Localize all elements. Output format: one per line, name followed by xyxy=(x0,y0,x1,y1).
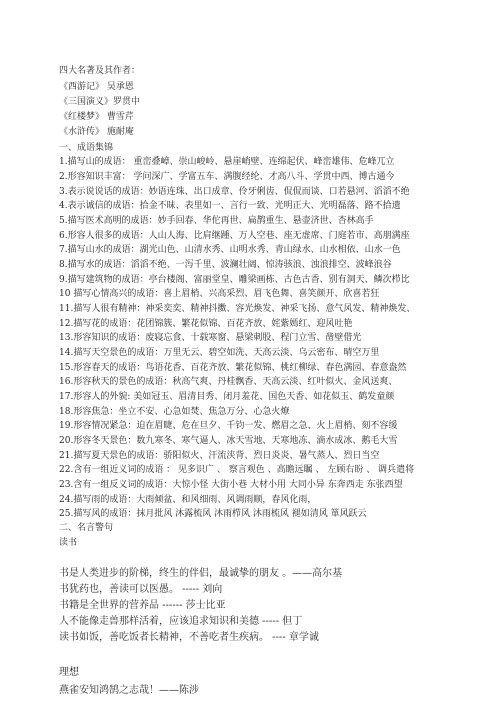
idiom-line: 12.描写花的成语：花团锦簇、繁花似锦、百花齐放、姹紫嫣红、迎风吐艳 xyxy=(59,319,353,329)
authors-heading: 四大名著及其作者： xyxy=(59,66,141,76)
idiom-line: 8.描写水的成语：滔滔不绝、一泻千里、波澜壮阔、惊涛骇浪、浊浪排空、波峰浪谷 xyxy=(59,260,392,270)
idiom-line: 9.描写建筑物的成语：亭台楼阁、富丽堂皇、雕梁画栋、古色古香、别有洞天、鳞次栉比 xyxy=(59,275,410,285)
idiom-line: 21.描写夏天景色的成语：骄阳似火、汗流浃背、烈日炎炎、暑气蒸人、烈日当空 xyxy=(59,451,380,461)
quote-line: 书是人类进步的阶梯，终生的伴侣，最诚挚的朋友 。——高尔基 xyxy=(59,568,343,579)
idiom-line: 23.含有一组反义词的成语：大惊小怪 大街小巷 大材小用 大同小异 东奔西走 东张西望 xyxy=(59,480,403,490)
quote-line: 读书如饭，善吃饭者长精神，不善吃者生疾病。 ---- 章学诚 xyxy=(59,632,319,643)
idiom-line: 25.描写风的成语：抹月批风 沐露梳风 沐雨栉风 沐雨梳风 褪如清风 箪风跃云 xyxy=(59,509,367,519)
idiom-line: 7.描写山水的成语：湖光山色、山清水秀、山明水秀、青山绿水、山水相依、山水一色 xyxy=(59,245,401,255)
book-line: 《红楼梦》 曹雪芹 xyxy=(59,112,134,122)
idiom-line: 18.形容焦急：坐立不安、心急如焚、焦急万分、心急火燎 xyxy=(59,407,290,417)
idiom-line: 6.形容人很多的成语：人山人海、比肩继踵、万人空巷、座无虚席、门庭若市、高朋满座 xyxy=(59,231,410,241)
idiom-line: 16.形容秋天的景色的成语：秋高气爽、丹桂飘香、天高云淡、红叶似火、金风送爽、 xyxy=(59,377,398,387)
subheading-ideals: 理想 xyxy=(59,667,79,678)
idiom-line: 20.形容冬天景色：数九寒冬、寒气逼人、冰天雪地、天寒地冻、滴水成冰、鹅毛大雪 xyxy=(59,436,398,446)
subheading-reading: 读书 xyxy=(59,538,78,548)
section-heading-quotes: 二、名言警句 xyxy=(59,523,114,533)
quote-line: 燕雀安知鸿鹄之志哉！——陈涉 xyxy=(59,685,199,696)
section-heading-idioms: 一、成语集锦 xyxy=(59,143,114,153)
idiom-line: 4.表示诚信的成语：拾金不昧、表里如一、言行一致、光明正大、光明磊落、路不拾遗 xyxy=(59,201,401,211)
quote-line: 书籍是全世界的营养品 ------ 莎士比亚 xyxy=(59,600,226,611)
idiom-line: 2.形容知识丰富： 学问深广、学富五车、满腹经纶、才高八斗、学贯中西、博古通今 xyxy=(59,172,395,182)
idiom-line: 10 描写心情高兴的成语：喜上眉梢、兴高采烈、眉飞色舞、喜笑颜开、欣喜若狂 xyxy=(59,289,380,299)
idiom-line: 13.形容知识的成语：废寝忘食、十载寒窗、悬梁刺股、程门立雪、凿壁借光 xyxy=(59,333,362,343)
idiom-line: 24.描写雨的成语：大雨倾盆、和风细雨、风调雨顺，春风化雨， xyxy=(59,495,317,505)
book-line: 《西游记》 吴承恩 xyxy=(59,82,134,92)
idiom-line: 1.描写山的成语： 重峦叠嶂、崇山峻岭、悬崖峭壁、连绵起伏、峰峦雄伟、危峰兀立 xyxy=(59,157,395,167)
idiom-line: 15.形容春天的成语：鸟语花香、百花齐放、繁花似锦、桃红柳绿、春色满园、春意盎然 xyxy=(59,363,407,373)
quote-line: 人不能像走兽那样活着，应该追求知识和美德 ----- 但丁 xyxy=(59,616,303,627)
idiom-line: 19.形容情况紧急：迫在眉睫、危在旦夕、千钧一发、燃眉之急、火上眉梢、刻不容缓 xyxy=(59,421,398,431)
book-line: 《三国演义》罗贯中 xyxy=(59,97,141,107)
idiom-line: 5.描写医术高明的成语：妙手回春、华佗再世、扁鹊重生、悬壶济世、杏林高手 xyxy=(59,216,374,226)
idiom-line: 11.描写人很有精神：神采奕奕、精神抖擞、容光焕发、神采飞扬、意气风发、精神焕发、 xyxy=(59,304,416,314)
idiom-line: 22.含有一组近义词的成语 ： 见多识广 、 察言观色 、高瞻远瞩 、 左顾右盼 、 调兵遣将 xyxy=(59,465,415,475)
idiom-line: 3.表示说说话的成语：妙语连珠、出口成章、伶牙俐齿、侃侃而谈、口若悬河、滔滔不绝 xyxy=(59,187,410,197)
quote-line: 书犹药也，善读可以医愚。 ----- 刘向 xyxy=(59,584,223,595)
book-line: 《水浒传》 施耐庵 xyxy=(59,127,134,137)
idiom-line: 17.形容人的外貌: 美如冠玉、眉清目秀、闭月羞花、国色天香、如花似玉、鹤发童颜 xyxy=(59,392,395,402)
idiom-line: 14.描写天空景色的成语：万里无云、碧空如洗、天高云淡、乌云密布、晴空万里 xyxy=(59,348,380,358)
